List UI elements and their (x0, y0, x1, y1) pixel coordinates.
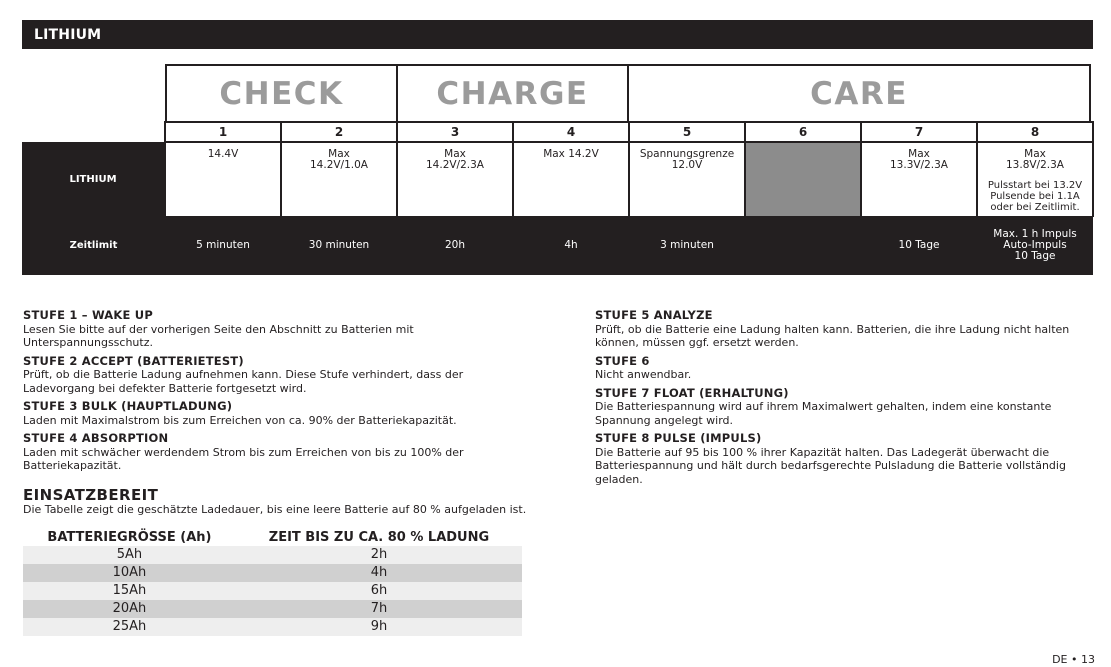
stage-number: 6 (745, 122, 861, 142)
stage-6-time (745, 216, 861, 275)
section-title: LITHIUM (34, 27, 102, 43)
stage-heading: STUFE 7 FLOAT (ERHALTUNG) (595, 385, 789, 400)
stage-8-pulse-note: Pulsstart bei 13.2V Pulsende bei 1.1A oder bei Zeitlimit. (987, 180, 1083, 213)
table-row: 5Ah 2h (23, 546, 522, 564)
stage-number: 5 (629, 122, 745, 142)
stage-1-value: 14.4V (165, 142, 281, 216)
table-row: 25Ah 9h (23, 618, 522, 636)
phase-charge: CHARGE (398, 66, 629, 121)
stage-5-time: 3 minuten (629, 216, 745, 275)
column-header-charge-time: ZEIT BIS ZU CA. 80 % LADUNG (268, 530, 490, 545)
stages-left-column (23, 309, 493, 478)
stage-number: 3 (397, 122, 513, 142)
stage-4-time: 4h (513, 216, 629, 275)
stage-number: 8 (977, 122, 1093, 142)
row-label-lithium: LITHIUM (22, 142, 165, 216)
stage-heading: STUFE 4 ABSORPTION (23, 431, 169, 445)
table-header-row (23, 529, 522, 546)
stage-8-time: Max. 1 h Impuls Auto-Impuls 10 Tage (977, 216, 1093, 275)
ready-description: Die Tabelle zeigt die geschätzte Ladedauer, bis eine leere Batterie auf 80 % aufgeladen ist. (23, 503, 527, 516)
stage-number: 7 (861, 122, 977, 142)
stage-number: 4 (513, 122, 629, 142)
stage-heading: STUFE 6 (595, 353, 650, 368)
stage-6-value-na (745, 142, 861, 216)
stage-7-time: 10 Tage (861, 216, 977, 275)
stage-heading: STUFE 2 ACCEPT (BATTERIETEST) (23, 353, 244, 368)
stage-description: Die Batterie auf 95 bis 100 % ihrer Kapazität halten. Das Ladegerät überwacht die Batteriespannung und hält durch bedarfsgerechte Pulsladung die Batterie vollständig geladen. (595, 445, 1066, 486)
stage-description: Prüft, ob die Batterie Ladung aufnehmen kann. Diese Stufe verhindert, dass der Ladevorgang bei defekter Batterie fortgesetzt wird. (23, 368, 464, 395)
stage-number-row (22, 122, 1093, 142)
lithium-row (22, 142, 1093, 216)
stage-2-value: Max 14.2V/1.0A (281, 142, 397, 216)
footer-bullet: • (1071, 653, 1078, 666)
stage-description: Nicht anwendbar. (595, 368, 692, 381)
column-header-battery-size: BATTERIEGRÖSSE (Ah) (47, 530, 212, 545)
stage-number: 2 (281, 122, 397, 142)
stage-description: Prüft, ob die Batterie eine Ladung halten kann. Batterien, die ihre Ladung nicht halten können, müssen ggf. ersetzt werden. (595, 322, 1070, 349)
stage-table (22, 121, 1094, 275)
table-row: 10Ah 4h (23, 564, 522, 582)
stage-3-value: Max 14.2V/2.3A (397, 142, 513, 216)
stage-heading: STUFE 5 ANALYZE (595, 308, 713, 322)
charge-time-table (23, 529, 522, 636)
stage-2-time: 30 minuten (281, 216, 397, 275)
stage-description: Lesen Sie bitte auf der vorherigen Seite den Abschnitt zu Batterien mit Unterspannungsschutz. (23, 322, 414, 349)
stage-5-value: Spannungsgrenze 12.0V (629, 142, 745, 216)
stage-3-time: 20h (397, 216, 513, 275)
page-number: 13 (1081, 653, 1095, 666)
stage-1-time: 5 minuten (165, 216, 281, 275)
ready-heading: EINSATZBEREIT (23, 486, 159, 504)
stage-heading: STUFE 1 – WAKE UP (23, 308, 153, 322)
phase-care: CARE (810, 75, 908, 112)
stage-7-value: Max 13.3V/2.3A (861, 142, 977, 216)
row-label-zeitlimit: Zeitlimit (22, 216, 165, 275)
stage-number: 1 (165, 122, 281, 142)
stage-description: Die Batteriespannung wird auf ihrem Maximalwert gehalten, indem eine konstante Spannung angelegt wird. (595, 400, 1052, 427)
zeitlimit-row (22, 216, 1093, 275)
stage-heading: STUFE 8 PULSE (IMPULS) (595, 431, 762, 445)
section-title-bar (22, 20, 1093, 49)
language-code: DE (1052, 653, 1068, 666)
page-footer (1052, 653, 1095, 666)
table-row: 15Ah 6h (23, 582, 522, 600)
stages-right-column (595, 309, 1075, 491)
stage-4-value: Max 14.2V (513, 142, 629, 216)
stage-heading: STUFE 3 BULK (HAUPTLADUNG) (23, 399, 233, 413)
phase-header (165, 64, 1091, 121)
stage-8-value: Max 13.8V/2.3A Pulsstart bei 13.2V Pulsende bei 1.1A oder bei Zeitlimit. (977, 142, 1093, 216)
stage-description: Laden mit Maximalstrom bis zum Erreichen von ca. 90% der Batteriekapazität. (23, 413, 457, 427)
stage-description: Laden mit schwächer werdendem Strom bis zum Erreichen von bis zu 100% der Batteriekapazität. (23, 445, 464, 472)
phase-check: CHECK (167, 66, 398, 121)
table-row: 20Ah 7h (23, 600, 522, 618)
